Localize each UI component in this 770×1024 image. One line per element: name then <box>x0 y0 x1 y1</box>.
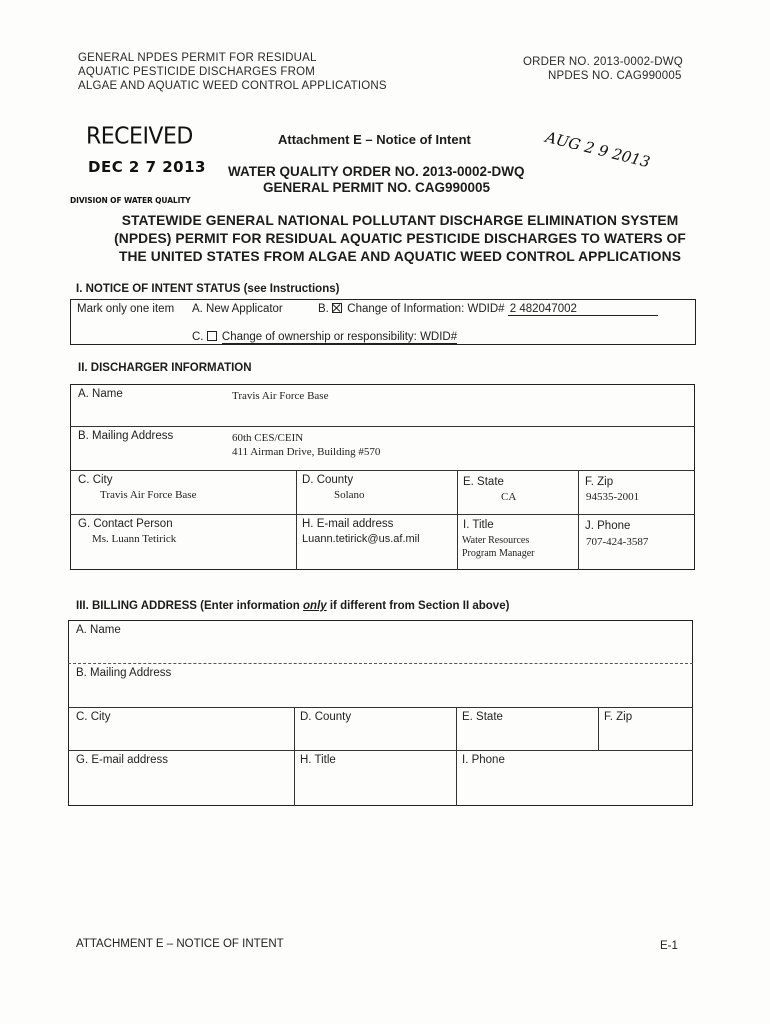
billing-county-label: D. County <box>300 711 352 723</box>
county-label: D. County <box>302 474 354 486</box>
option-b-wdid[interactable]: 2 482047002 <box>508 303 658 316</box>
row-divider <box>68 707 693 708</box>
option-b-label: Change of Information: WDID# <box>347 303 505 315</box>
zip-label: F. Zip <box>585 476 614 488</box>
col-divider <box>457 470 458 570</box>
section-3-box <box>68 620 693 806</box>
col-divider <box>598 707 599 750</box>
mailing-address-line-2[interactable]: 411 Airman Drive, Building #570 <box>232 446 381 458</box>
aug-date-stamp: AUG 2 9 2013 <box>543 128 652 172</box>
option-c-prefix: C. <box>192 331 204 343</box>
discharger-name-label: A. Name <box>78 388 123 400</box>
permit-title: GENERAL PERMIT NO. CAG990005 <box>263 180 491 195</box>
option-c-checkbox[interactable] <box>207 331 217 341</box>
row-divider <box>70 470 695 471</box>
billing-state-label: E. State <box>462 711 503 723</box>
order-title: WATER QUALITY ORDER NO. 2013-0002-DWQ <box>228 164 525 179</box>
option-b-prefix: B. <box>318 303 329 315</box>
header-line-3: ALGAE AND AQUATIC WEED CONTROL APPLICATIONS <box>78 80 387 92</box>
main-title-line-2: (NPDES) PERMIT FOR RESIDUAL AQUATIC PESTICIDE DISCHARGES TO WATERS OF <box>114 231 686 246</box>
county-value[interactable]: Solano <box>334 489 365 501</box>
col-divider <box>578 470 579 570</box>
billing-title-label: H. Title <box>300 754 336 766</box>
state-value[interactable]: CA <box>501 491 517 503</box>
billing-mailing-label: B. Mailing Address <box>76 667 172 679</box>
row-divider <box>70 426 695 427</box>
col-divider <box>296 470 297 570</box>
billing-name-label: A. Name <box>76 624 121 636</box>
city-value[interactable]: Travis Air Force Base <box>100 489 197 501</box>
row-divider <box>70 514 695 515</box>
npdes-number: NPDES NO. CAG990005 <box>548 70 682 82</box>
contact-person-label: G. Contact Person <box>78 518 173 530</box>
received-stamp: RECEIVED <box>86 123 193 150</box>
phone-value[interactable]: 707-424-3587 <box>586 536 649 548</box>
order-number: ORDER NO. 2013-0002-DWQ <box>523 56 683 68</box>
division-stamp: DIVISION OF WATER QUALITY <box>70 196 191 205</box>
email-value[interactable]: Luann.tetirick@us.af.mil <box>302 533 420 545</box>
col-divider <box>294 707 295 806</box>
section-3-heading <box>76 600 509 612</box>
state-label: E. State <box>463 476 504 488</box>
discharger-name-value[interactable]: Travis Air Force Base <box>232 390 329 402</box>
mailing-address-label: B. Mailing Address <box>78 430 174 442</box>
main-title <box>60 212 740 266</box>
page-number: E-1 <box>660 940 678 952</box>
mark-only-label: Mark only one item <box>77 303 175 315</box>
contact-person-value[interactable]: Ms. Luann Tetirick <box>92 533 177 545</box>
main-title-line-3: THE UNITED STATES FROM ALGAE AND AQUATIC WEED CONTROL APPLICATIONS <box>118 249 682 264</box>
billing-zip-label: F. Zip <box>604 711 633 723</box>
section-1-heading: I. NOTICE OF INTENT STATUS (see Instructions) <box>76 283 340 295</box>
section-3-heading-only: only <box>303 600 327 612</box>
section-2-heading: II. DISCHARGER INFORMATION <box>78 362 252 374</box>
zip-value[interactable]: 94535-2001 <box>586 491 640 503</box>
title-line-2[interactable]: Program Manager <box>462 548 535 559</box>
row-divider <box>68 663 693 664</box>
billing-email-label: G. E-mail address <box>76 754 169 766</box>
header-line-1: GENERAL NPDES PERMIT FOR RESIDUAL <box>78 52 317 64</box>
title-line-1[interactable]: Water Resources <box>462 535 530 546</box>
main-title-line-1: STATEWIDE GENERAL NATIONAL POLLUTANT DISCHARGE ELIMINATION SYSTEM <box>121 213 679 228</box>
billing-city-label: C. City <box>76 711 111 723</box>
col-divider <box>456 707 457 806</box>
option-c-label: Change of ownership or responsibility: WDID# <box>221 331 458 343</box>
mailing-address-line-1[interactable]: 60th CES/CEIN <box>232 432 304 444</box>
option-c-change-of-ownership[interactable] <box>192 331 457 344</box>
option-b-change-of-information[interactable] <box>318 303 658 316</box>
city-label: C. City <box>78 474 113 486</box>
footer-left: ATTACHMENT E – NOTICE OF INTENT <box>76 938 284 950</box>
row-divider <box>68 750 693 751</box>
section-3-heading-prefix: III. BILLING ADDRESS (Enter information <box>76 600 304 612</box>
billing-phone-label: I. Phone <box>462 754 505 766</box>
phone-label: J. Phone <box>585 520 631 532</box>
title-label: I. Title <box>463 519 494 531</box>
received-date-stamp: DEC 2 7 2013 <box>88 158 206 176</box>
section-3-heading-suffix: if different from Section II above) <box>326 600 510 612</box>
attachment-title: Attachment E – Notice of Intent <box>278 132 471 147</box>
option-a-new-applicator[interactable]: A. New Applicator <box>192 303 283 315</box>
header-line-2: AQUATIC PESTICIDE DISCHARGES FROM <box>78 66 316 78</box>
option-b-checkbox[interactable] <box>332 303 342 313</box>
email-label: H. E-mail address <box>302 518 394 530</box>
